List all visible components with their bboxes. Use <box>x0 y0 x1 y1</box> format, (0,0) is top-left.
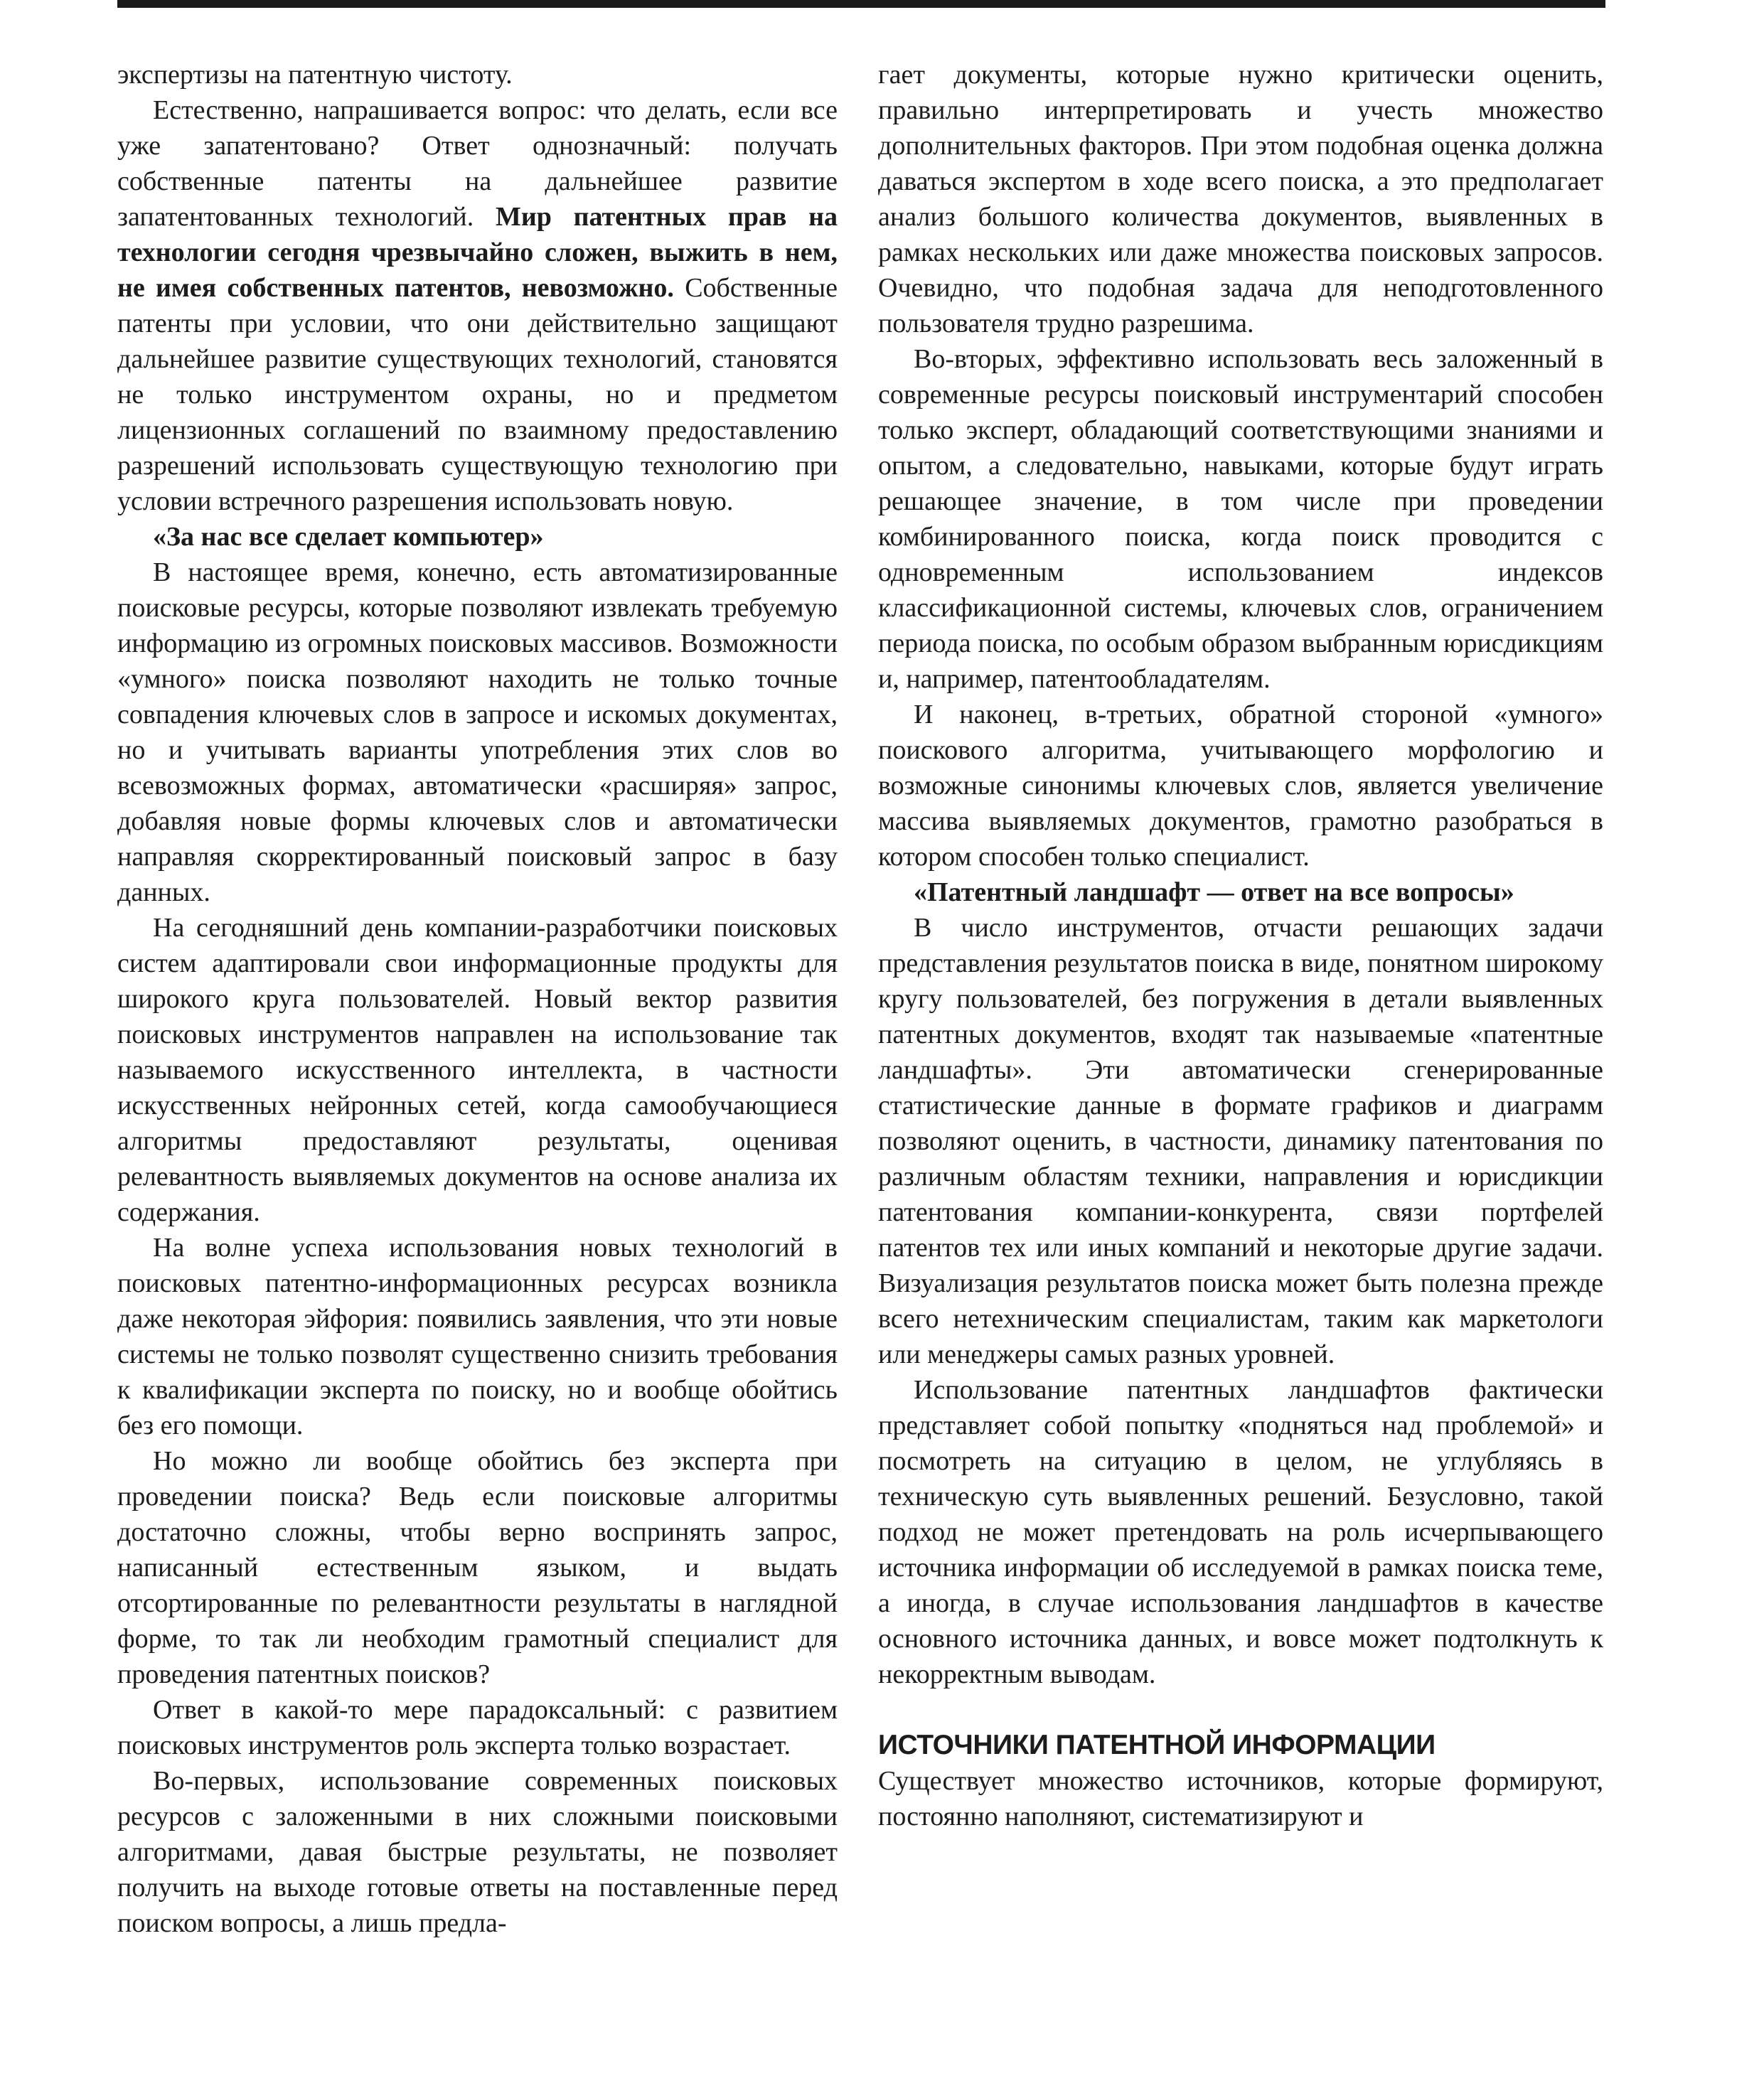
text-run: Собственные патенты при условии, что они действительно защищают дальнейшее развитие существующих технологий, становятся не только инструментом охраны, но и предметом лицензионных соглашений по взаимному предоставлению разрешений использовать существующую технологию при условии встречного разрешения использовать новую. <box>117 273 838 516</box>
text-run: Естественно, напрашивается вопрос: что делать, если все уже запатентовано? Ответ однозначный: получать собственные патенты на дальнейшее развитие запатентованных технологий. <box>117 95 838 232</box>
subheading: «За нас все сделает компьютер» <box>153 522 544 552</box>
paragraph: Ответ в какой-то мере парадоксальный: с развитием поисковых инструментов роль эксперта только возрастает. <box>117 1695 838 1760</box>
paragraph: В число инструментов, отчасти решающих задачи представления результатов поиска в виде, понятном широкому кругу пользователей, без погружения в детали выявленных патентных документов, входят так называемые «патентные ландшафты». Эти автоматически сгенерированные статистические данные в формате графиков и диаграмм позволяют оценить, в частности, динамику патентования по различным областям техники, направления и юрисдикции патентования компании-конкурента, связи портфелей патентов тех или иных компаний и некоторые другие задачи. Визуализация результатов поиска может быть полезна прежде всего нетехническим специалистам, таким как маркетологи или менеджеры самых разных уровней. <box>878 913 1603 1369</box>
paragraph: И наконец, в-третьих, обратной стороной «умного» поискового алгоритма, учитывающего морфологию и возможные синонимы ключевых слов, является увеличение массива выявляемых документов, грамотно разобраться в котором способен только специалист. <box>878 700 1603 872</box>
paragraph: экспертизы на патентную чистоту. <box>117 60 513 90</box>
paragraph: Но можно ли вообще обойтись без эксперта при проведении поиска? Ведь если поисковые алгоритмы достаточно сложны, чтобы верно воспринять запрос, написанный естественным языком, и выдать отсортированные по релевантности результаты в наглядной форме, то так ли необходим грамотный специалист для проведения патентных поисков? <box>117 1446 838 1689</box>
paragraph <box>117 92 838 519</box>
section-heading: ИСТОЧНИКИ ПАТЕНТНОЙ ИНФОРМАЦИИ <box>878 1730 1436 1760</box>
left-column <box>117 57 838 1941</box>
top-rule <box>117 0 1605 8</box>
paragraph: Использование патентных ландшафтов фактически представляет собой попытку «подняться над проблемой» и посмотреть на ситуацию в целом, не углубляясь в техническую суть выявленных решений. Безусловно, такой подход не может претендовать на роль исчерпывающего источника информации об исследуемой в рамках поиска теме, а иногда, в случае использования ландшафтов в качестве основного источника данных, и вовсе может подтолкнуть к некорректным выводам. <box>878 1375 1603 1689</box>
paragraph: В настоящее время, конечно, есть автоматизированные поисковые ресурсы, которые позволяют извлекать требуемую информацию из огромных поисковых массивов. Возможности «умного» поиска позволяют находить не только точные совпадения ключевых слов в запросе и искомых документах, но и учитывать варианты употребления этих слов во всевозможных формах, автоматически «расширяя» запрос, добавляя новые формы ключевых слов и автоматически направляя скорректированный поисковый запрос в базу данных. <box>117 557 838 907</box>
paragraph: На волне успеха использования новых технологий в поисковых патентно-информационных ресурсах возникла даже некоторая эйфория: появились заявления, что эти новые системы не только позволят существенно снизить требования к квалификации эксперта по поиску, но и вообще обойтись без его помощи. <box>117 1233 838 1440</box>
bold-statement: Мир патентных прав на технологии сегодня чрезвычайно сложен, выжить в нем, не имея собственных патентов, невозможно. <box>117 202 838 303</box>
right-column <box>878 57 1603 1834</box>
spacer <box>878 1692 1603 1728</box>
subheading: «Патентный ландшафт — ответ на все вопросы» <box>914 877 1514 907</box>
paragraph: Существует множество источников, которые формируют, постоянно наполняют, систематизируют и <box>878 1766 1603 1831</box>
paragraph: гает документы, которые нужно критически оценить, правильно интерпретировать и учесть множество дополнительных факторов. При этом подобная оценка должна даваться экспертом в ходе всего поиска, а это предполагает анализ большого количества документов, выявленных в рамках нескольких или даже множества поисковых запросов. Очевидно, что подобная задача для неподготовленного пользователя трудно разрешима. <box>878 60 1603 338</box>
paragraph: На сегодняшний день компании-разработчики поисковых систем адаптировали свои информационные продукты для широкого круга пользователей. Новый вектор развития поисковых инструментов направлен на использование так называемого искусственного интеллекта, в частности искусственных нейронных сетей, когда самообучающиеся алгоритмы предоставляют результаты, оценивая релевантность выявляемых документов на основе анализа их содержания. <box>117 913 838 1227</box>
paragraph: Во-вторых, эффективно использовать весь заложенный в современные ресурсы поисковый инструментарий способен только эксперт, обладающий соответствующими знаниями и опытом, а следовательно, навыками, которые будут играть решающее значение, в том числе при проведении комбинированного поиска, когда поиск проводится с одновременным использованием индексов классификационной системы, ключевых слов, ограничением периода поиска, по особым образом выбранным юрисдикциям и, например, патентообладателям. <box>878 344 1603 694</box>
paragraph: Во-первых, использование современных поисковых ресурсов с заложенными в них сложными поисковыми алгоритмами, давая быстрые результаты, не позволяет получить на выходе готовые ответы на поставленные перед поиском вопросы, а лишь предла- <box>117 1766 838 1938</box>
